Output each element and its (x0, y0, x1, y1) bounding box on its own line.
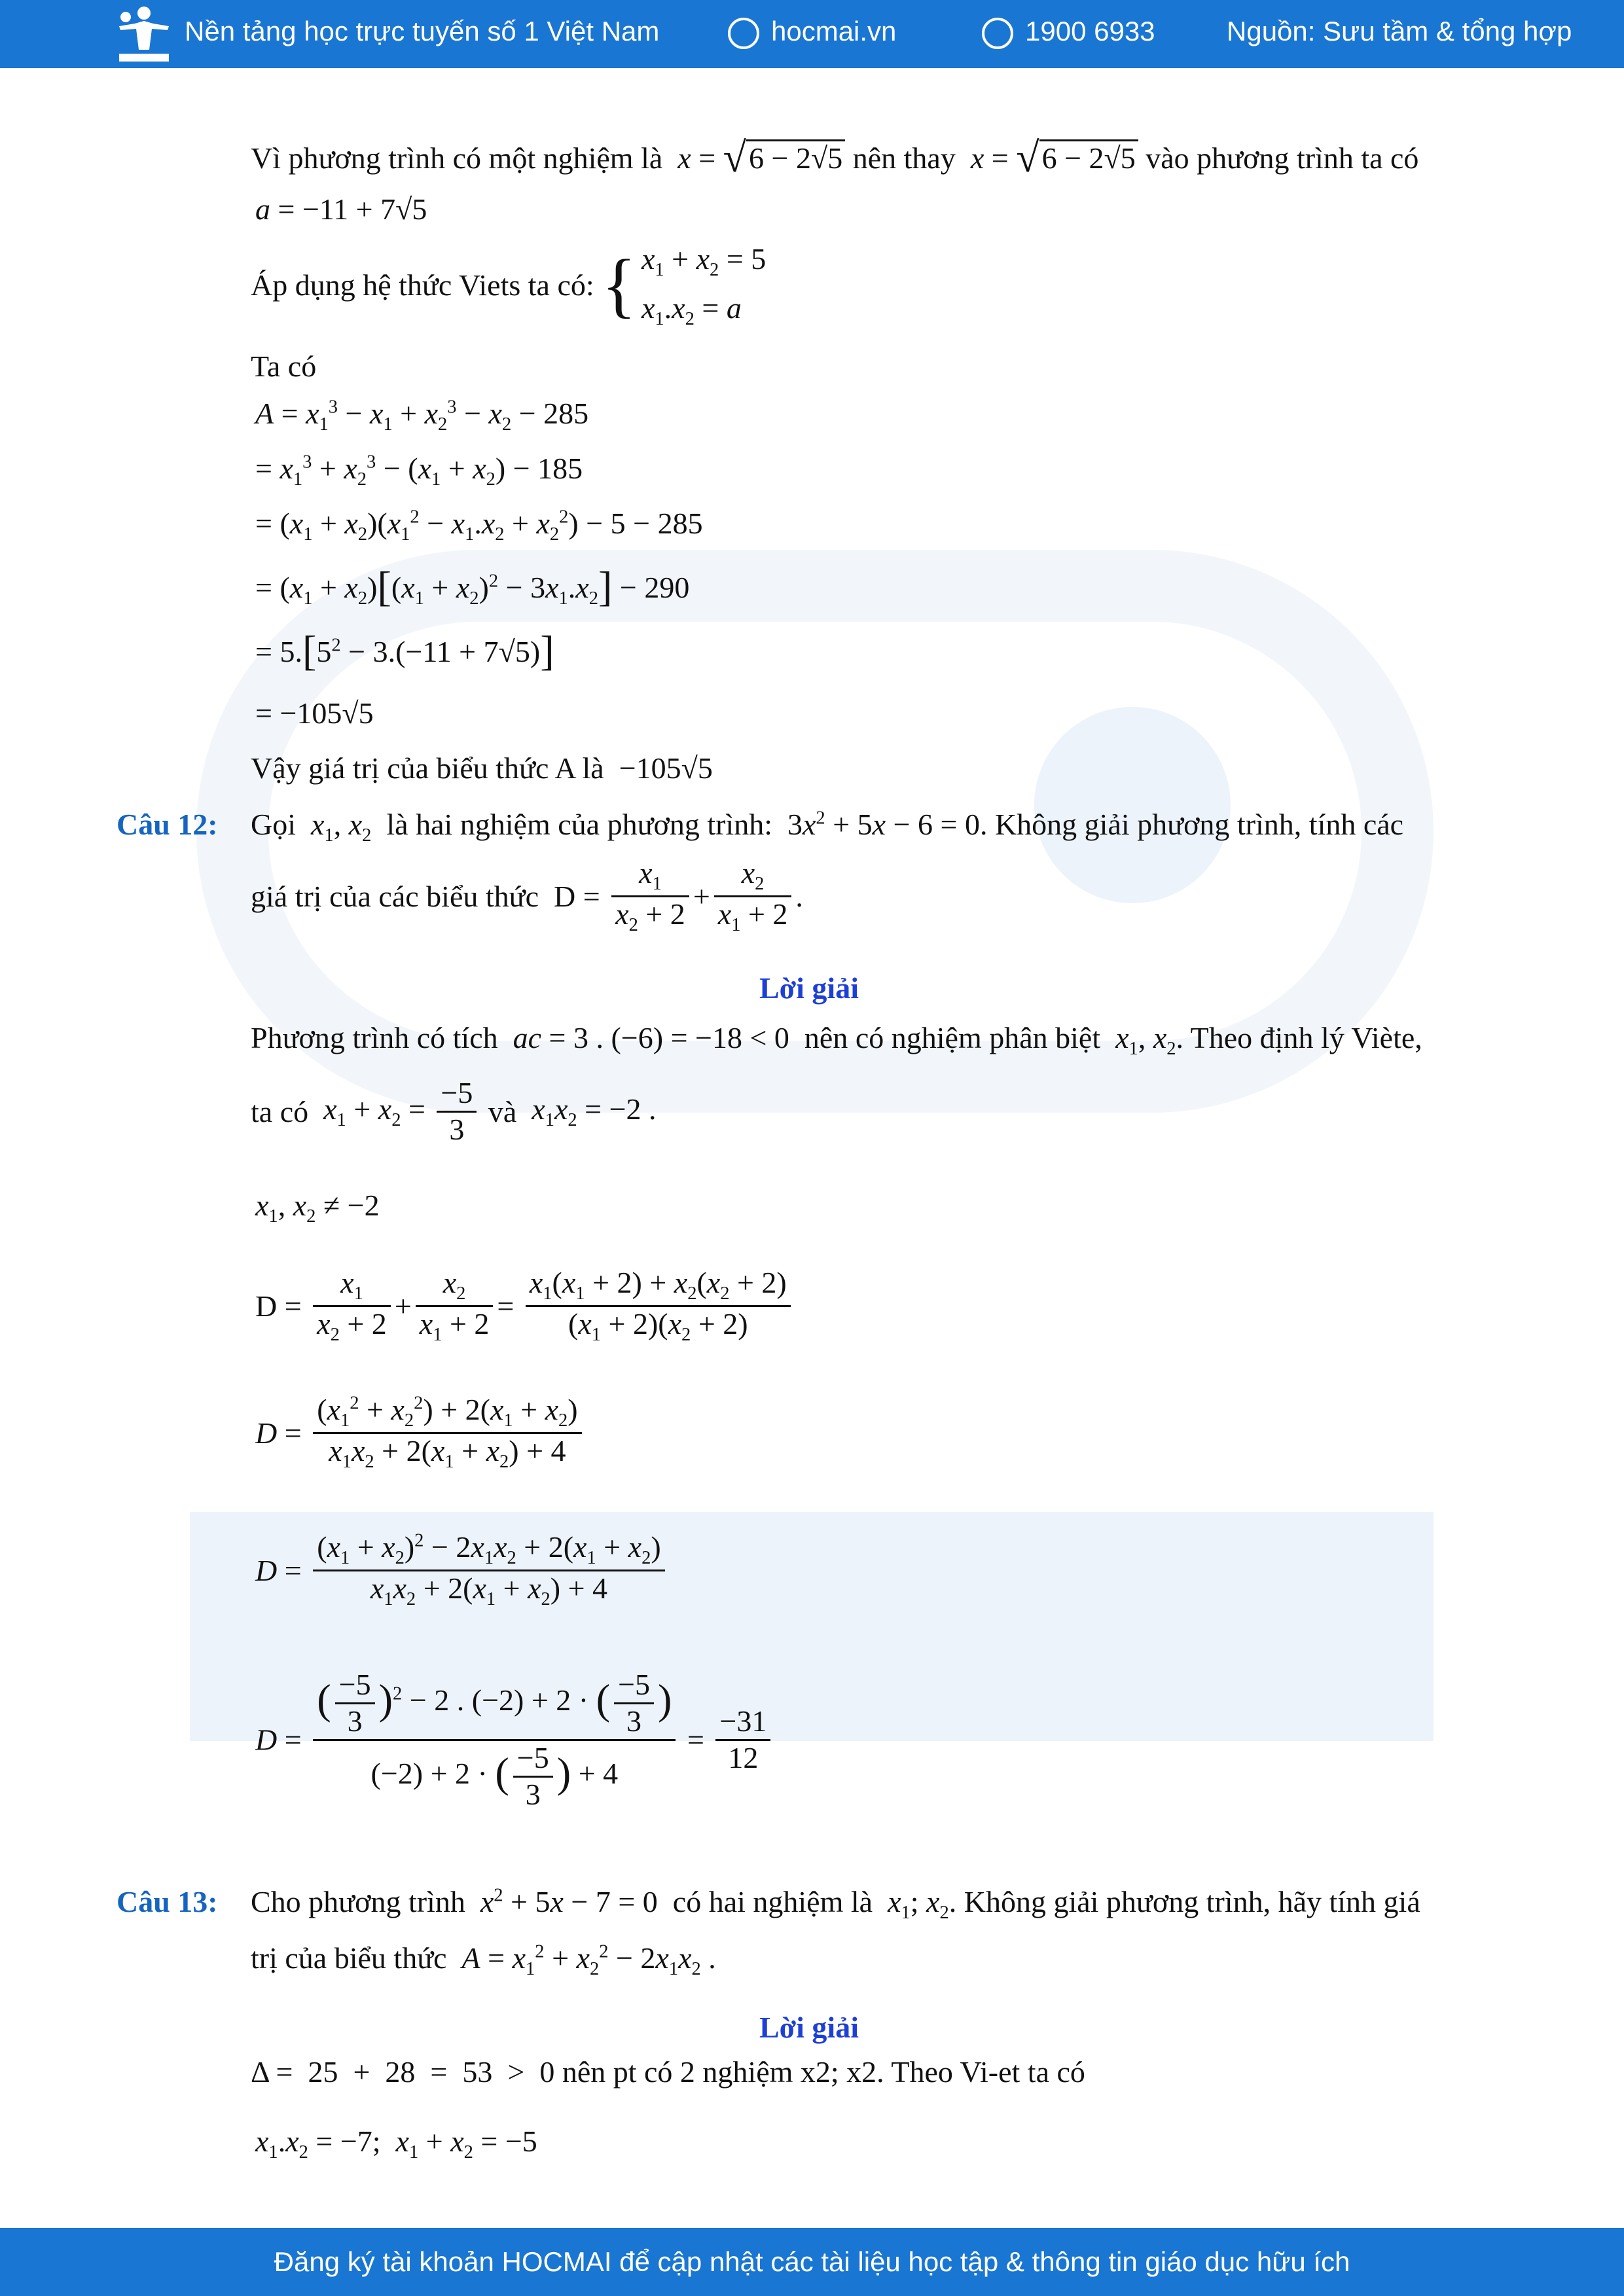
p11-eq5: = $5.[5^2 - 3.(-11 + 7√5)]$ (255, 628, 554, 674)
q12-sol-line1: Phương trình có tích ac = 3 . (−6) = −18 < 0 nên có nghiệm phân biệt $x_1$, $x_2$. Theo định lý Viète, (251, 1021, 1422, 1060)
q13-solution-title: Lời giải (759, 2011, 859, 2044)
header-phone[interactable]: 1900 6933 (982, 16, 1155, 49)
page-header (0, 0, 1624, 68)
q12-d-eq4: D = ( $\frac{-5}{3}$ )$^2$ − 2 . (−2) + 2 · ( $\frac{-5}{3}$ ) (−2) + 2 · ( $\frac{-5}{3}$ ) + 4 = $\frac{-31}{12}$ (255, 1668, 774, 1812)
p11-eq2: = $x_1^3 + x_2^3 - (x_1 + x_2) - 185$ (255, 452, 583, 490)
q13-line1: Cho phương trình $x^2 + 5x - 7 = 0$ có hai nghiệm là $x_1$; $x_2$. Không giải phương trình, hãy tính giá (251, 1885, 1420, 1924)
q12-sol-line2: ta có $x_1 + x_2$ = $\frac{-5}{3}$ và $x_1x_2 = -2$ . (251, 1076, 657, 1146)
p11-line1: Vì phương trình có một nghiệm là x = √6 − 2√5 nên thay x = √6 − 2√5 vào phương trình ta có (251, 134, 1419, 181)
header-site[interactable]: hocmai.vn (728, 16, 896, 49)
p11-eq6: = −105√5 (255, 696, 374, 730)
p11-a-value: a = −11 + 7√5 (255, 192, 427, 226)
page-footer[interactable]: Đăng ký tài khoản HOCMAI để cập nhật các tài liệu học tập & thông tin giáo dục hữu ích (0, 2228, 1624, 2296)
q13-sol-line2: $x_1.x_2 = -7$; $x_1 + x_2 = -5$ (255, 2125, 537, 2163)
p11-eq1: $A = x_1^3 - x_1 + x_2^3 - x_2 - 285$ (255, 397, 589, 435)
phone-icon (982, 18, 1013, 49)
q13-sol-line1: Δ = 25 + 28 = 53 > 0 nên pt có 2 nghiệm x2; x2. Theo Vi-et ta có (251, 2055, 1085, 2089)
q13-label: Câu 13: (117, 1885, 218, 1918)
q12-condition: $x_1$, $x_2 \ne -2$ (255, 1189, 380, 1227)
q12-solution-title: Lời giải (759, 971, 859, 1005)
p11-taco: Ta có (251, 350, 317, 383)
p11-viets: Áp dụng hệ thức Viets ta có: { $x_1 + x_2 = 5$ $x_1.x_2 = a$ (251, 242, 767, 330)
p11-eq3: = $(x_1 + x_2)(x_1^2 - x_1.x_2 + x_2^2) - 5 - 285$ (255, 507, 703, 545)
header-slogan: Nền tảng học trực tuyến số 1 Việt Nam (185, 16, 660, 46)
q12-d-eq1: D = $\frac{x_1}{x_2 + 2}$ + $\frac{x_2}{x_1 + 2}$ = $\frac{x_1(x_1 + 2) + x_2(x_2 + 2)}{(x_1 + 2)(x_2 + 2)}$ (255, 1266, 795, 1346)
q12-label: Câu 12: (117, 808, 218, 841)
q12-d-eq3: D = $\frac{(x_1 + x_2)^2 - 2x_1x_2 + 2(x_1 + x_2)}{x_1x_2 + 2(x_1 + x_2) + 4}$ (255, 1530, 669, 1611)
q13-line2: trị của biểu thức $A = x_1^2 + x_2^2 - 2x_1x_2$ . (251, 1941, 716, 1980)
q12-line2: giá trị của các biểu thức D = $\frac{x_1}{x_2 + 2}$ + $\frac{x_2}{x_1 + 2}$ . (251, 856, 803, 936)
q12-line1: Gọi $x_1$, $x_2$ là hai nghiệm của phương trình: $3x^2 + 5x - 6 = 0$. Không giải phương trình, tính các (251, 808, 1404, 846)
hocmai-logo (115, 4, 173, 64)
header-source: Nguồn: Sưu tầm & tổng hợp (1227, 16, 1572, 46)
p11-conclusion: Vậy giá trị của biểu thức A là −105√5 (251, 751, 713, 785)
globe-icon (728, 18, 759, 49)
q12-d-eq2: D = $\frac{(x_1^2 + x_2^2) + 2(x_1 + x_2)}{x_1x_2 + 2(x_1 + x_2) + 4}$ (255, 1393, 586, 1473)
p11-eq4: = $(x_1 + x_2)[(x_1 + x_2)^2 - 3x_1.x_2] - 290$ (255, 564, 690, 610)
